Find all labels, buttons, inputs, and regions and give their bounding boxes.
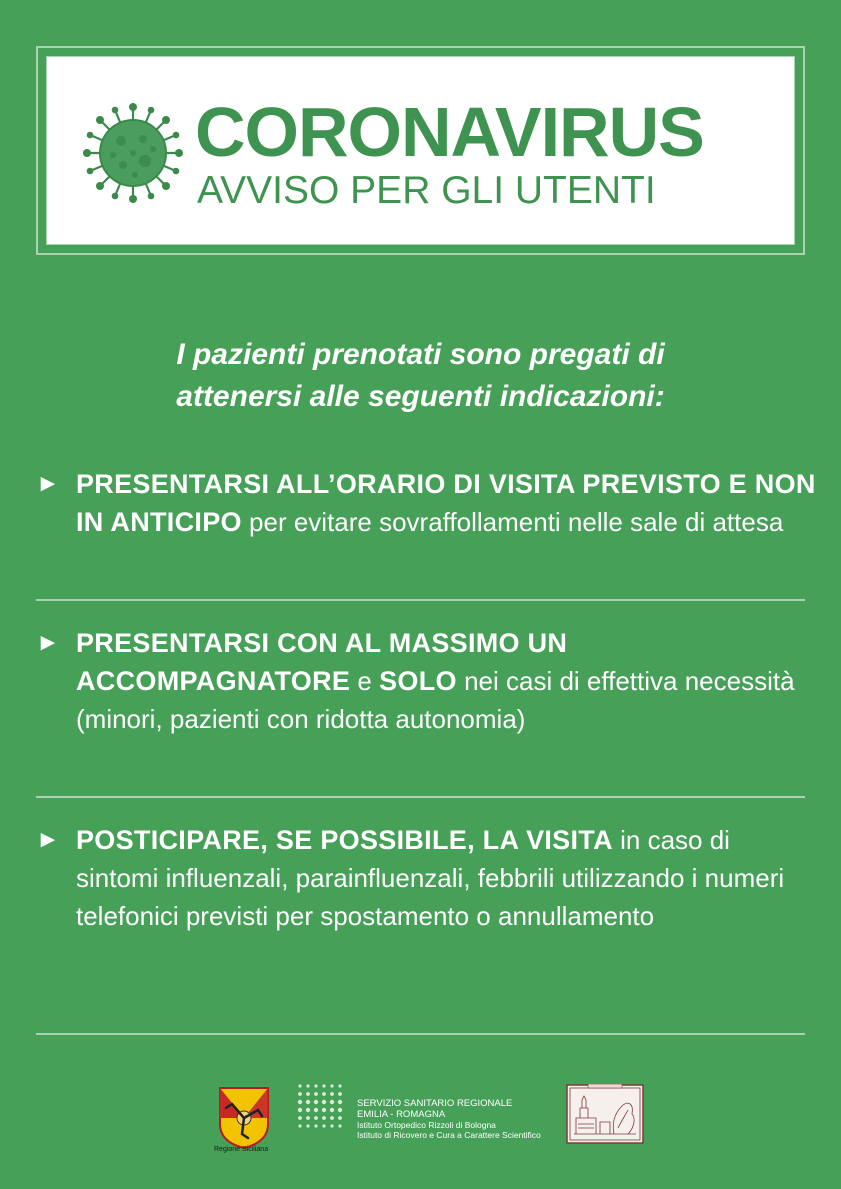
bullet-arrow-icon: ► xyxy=(36,629,60,656)
intro-line-2: attenersi alle seguenti indicazioni: xyxy=(176,380,665,413)
ssr-text xyxy=(357,1098,541,1140)
divider xyxy=(36,796,805,798)
item-bold-text: PRESENTARSI ALL’ORARIO DI VISITA PREVISTO E NON IN ANTICIPO xyxy=(76,469,816,537)
ssr-line-1: SERVIZIO SANITARIO REGIONALE xyxy=(357,1098,513,1109)
item-rest-text: per evitare sovraffollamenti nelle sale di attesa xyxy=(241,507,784,537)
list-item xyxy=(36,624,816,738)
item-bold-text-2: SOLO xyxy=(379,666,457,696)
page-subtitle: AVVISO PER GLI UTENTI xyxy=(197,169,656,212)
item-mid-text: e xyxy=(350,666,380,696)
item-rest-text: nei casi di effettiva necessità (minori, pazienti con ridotta autonomia) xyxy=(76,666,795,734)
ssr-line-4: Istituto di Ricovero e Cura a Carattere Scientifico xyxy=(357,1130,541,1140)
list-item xyxy=(36,465,816,541)
ssr-line-3: Istituto Ortopedico Rizzoli di Bologna xyxy=(357,1120,496,1130)
regione-siciliana-logo xyxy=(218,1086,270,1150)
ssr-line-2: EMILIA - ROMAGNA xyxy=(357,1109,446,1120)
divider xyxy=(36,599,805,601)
intro-text xyxy=(0,334,841,418)
item-text xyxy=(76,465,816,541)
bullet-arrow-icon: ► xyxy=(36,826,60,853)
item-text xyxy=(76,624,816,738)
header-frame xyxy=(36,46,805,255)
ssr-dots-logo xyxy=(296,1082,348,1134)
list-item xyxy=(36,821,816,935)
item-text xyxy=(76,821,816,935)
header-box xyxy=(46,56,795,245)
item-rest-text: in caso di sintomi influenzali, parainfluenzali, febbrili utilizzando i numeri telefonici previsti per spostamento o annullamento xyxy=(76,825,785,931)
divider xyxy=(36,1033,805,1035)
bullet-arrow-icon: ► xyxy=(36,470,60,497)
page-title: CORONAVIRUS xyxy=(195,93,704,171)
item-bold-text: POSTICIPARE, SE POSSIBILE, LA VISITA xyxy=(76,825,613,855)
coronavirus-icon xyxy=(83,103,183,203)
rizzoli-building-drawing xyxy=(566,1084,644,1144)
footer-logos xyxy=(0,1078,841,1158)
regione-siciliana-caption: Regione Siciliana xyxy=(214,1146,269,1153)
item-bold-text: PRESENTARSI CON AL MASSIMO UN ACCOMPAGNATORE xyxy=(76,628,568,696)
intro-line-1: I pazienti prenotati sono pregati di xyxy=(176,338,665,371)
